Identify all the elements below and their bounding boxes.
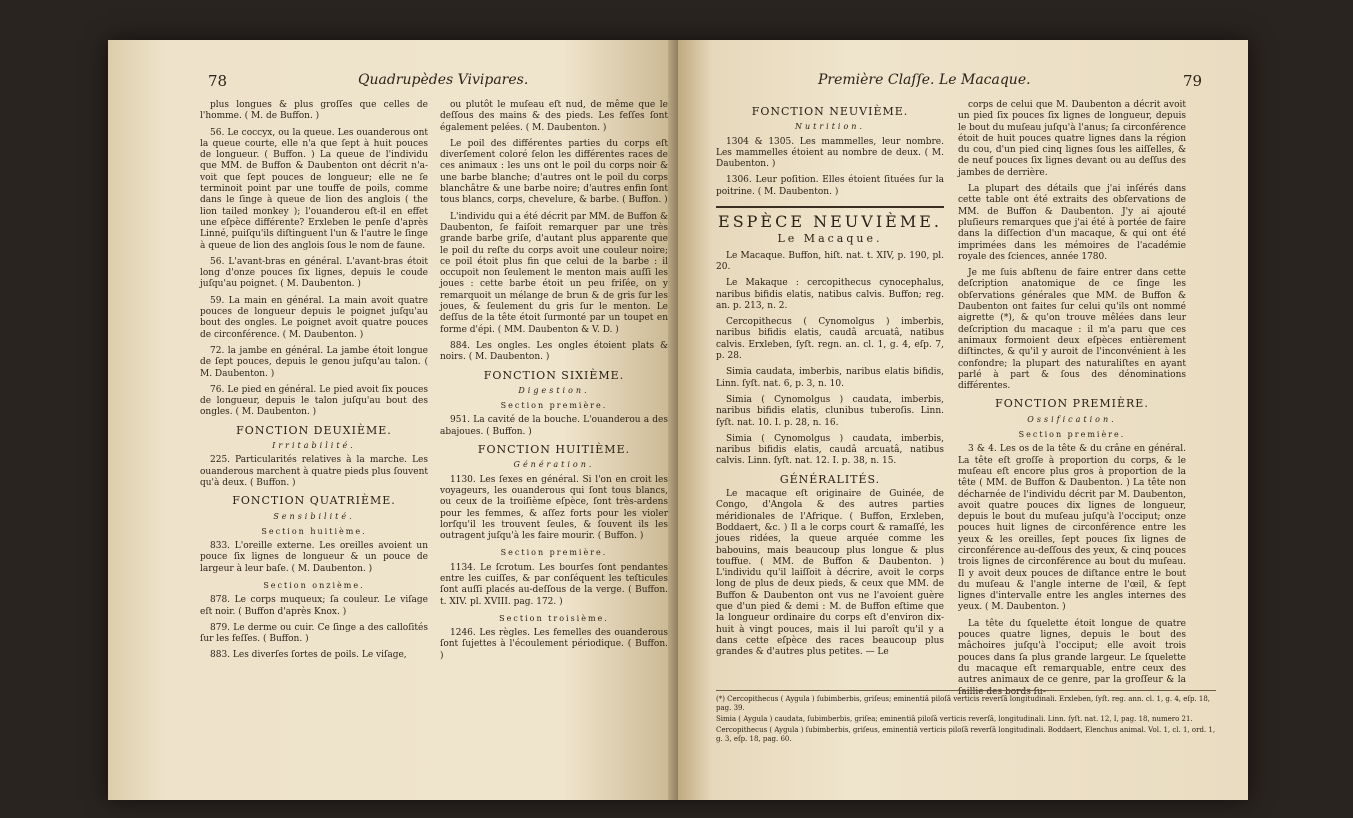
left-column-2	[440, 100, 668, 667]
paragraph: 225. Particularités relatives à la marche. Les ouanderous marchent à quatre pieds plus ſouvent qu'à deux. ( Buffon. )	[200, 455, 428, 488]
section-heading: FONCTION SIXIÈME.	[483, 368, 625, 382]
paragraph: Simia ( Cynomolgus ) caudata, imberbis, naribus bifidis elatis, caudâ arcuatâ, natibus calvis. Linn. ſyſt. nat. 12. I. p. 38, n. 15.	[716, 433, 944, 467]
section-label: Section onzième.	[263, 580, 365, 590]
paragraph: 884. Les ongles. Les ongles étoient plats & noirs. ( M. Daubenton. )	[440, 340, 668, 363]
paragraph: corps de celui que M. Daubenton a décrit avoit un pied ſix pouces ſix lignes de longueur, depuis le bout du muſeau juſqu'à l'anus; ſa circonférence étoit de huit pouces quatre lignes dans la région du cou, d'un pied cinq lignes ſous les aiſſelles, & de neuf pouces ſix lignes devant ou au deſſus des jambes de derrière.	[958, 100, 1186, 178]
subheading: Nutrition.	[794, 122, 866, 132]
right-column-1	[716, 100, 944, 663]
page-number: 79	[1183, 72, 1203, 90]
paragraph: 3 & 4. Les os de la tête & du crâne en général. La tête eſt groſſe à proportion du corps, & le muſeau eſt encore plus gros à proportion de la tête ( MM. de Buffon & Daubenton. ) La tête non décharnée de l'individu décrit par M. Daubenton, avoit quatre pouces dix lignes de longueur, depuis le bout du muſeau juſqu'à l'occiput; onze pouces huit lignes de circonférence entre les yeux & les oreilles, ſept pouces ſix lignes de circonférence au-deſſous des yeux, & cinq pouces trois lignes de circonférence au bout du muſeau. Il y avoit deux pouces de diſtance entre le bout du muſeau & l'angle interne de l'œil, & ſept lignes d'intervalle entre les angles internes des yeux. ( M. Daubenton. )	[958, 444, 1186, 613]
right-column-2	[958, 100, 1186, 703]
paragraph: Je me ſuis abſtenu de faire entrer dans cette deſcription anatomique de ce ſinge les obſervations générales que MM. de Buffon & Daubenton ont faites ſur celui qu'ils ont nommé aigrette (*), & qu'on trouve mêlées dans leur deſcription du macaque : il m'a paru que ces animaux formoient deux eſpèces entièrement diſtinctes, & qu'il y auroit de l'inconvénient à les confondre; la plupart des naturaliſtes en ayant parlé à part & ſous des dénominations différentes.	[958, 268, 1186, 392]
paragraph: 1130. Les ſexes en général. Si l'on en croit les voyageurs, les ouanderous qui ſont tous blancs, ou ceux de la troiſième eſpèce, ſont très-ardens pour les femmes, & aſſez forts pour les violer lorſqu'il les trouvent ſeules, & ſouvent ils les outragent juſqu'à les faire mourir. ( Buffon. )	[440, 474, 668, 542]
subheading: Ossification.	[1027, 414, 1117, 424]
paragraph: 833. L'oreille externe. Les oreilles avoient un pouce ſix lignes de longueur & un pouce de largeur à leur baſe. ( M. Daubenton. )	[200, 541, 428, 574]
section-label: Section troisième.	[499, 613, 609, 623]
paragraph: 59. La main en général. La main avoit quatre pouces de longueur depuis le poignet juſqu'au bout des ongles. Le poignet avoit quatre pouces de circonférence. ( M. Daubenton. )	[200, 295, 428, 340]
paragraph: 72. la jambe en général. La jambe étoit longue de ſept pouces, depuis le genou juſqu'au talon. ( M. Daubenton. )	[200, 345, 428, 379]
left-page	[108, 40, 678, 800]
paragraph: 879. Le derme ou cuir. Ce ſinge a des calloſités ſur les feſſes. ( Buffon. )	[200, 622, 428, 645]
section-heading: FONCTION DEUXIÈME.	[236, 423, 392, 437]
paragraph: Le poil des différentes parties du corps eſt diverſement coloré ſelon les différentes races de ces animaux : les uns ont le poil du corps noir & une barbe blanche; d'autres ont le poil du corps blanchâtre & une barbe noire; d'autres enfin ſont tous blancs, corps, chevelure, & barbe. ( Buffon. )	[440, 138, 668, 206]
section-heading: FONCTION QUATRIÈME.	[232, 494, 396, 508]
paragraph: 1304 & 1305. Les mammelles, leur nombre. Les mammelles étoient au nombre de deux. ( M. Daubenton. )	[716, 136, 944, 170]
running-head: Première Claſſe. Le Macaque.	[818, 72, 1031, 88]
footnote: Cercopithecus ( Aygula ) ſubimberbis, griſeus, eminentiâ verticis piloſâ reverſâ longitudinali. Boddaert, Elenchus animal. Vol. 1, cl. 1, ord. 1, g. 3, eſp. 18, pag. 60.	[716, 726, 1216, 743]
paragraph: 1246. Les règles. Les femelles des ouanderous ſont ſujettes à l'écoulement périodique. ( Buffon. )	[440, 628, 668, 661]
open-book	[108, 40, 1248, 800]
paragraph: 883. Les diverſes ſortes de poils. Le viſage,	[210, 650, 407, 661]
section-heading: GÉNÉRALITÉS.	[779, 472, 881, 486]
paragraph: plus longues & plus groſſes que celles de l'homme. ( M. de Buffon. )	[200, 100, 428, 122]
section-label: Section huitième.	[261, 526, 367, 536]
subheading: Génération.	[513, 460, 595, 470]
footnotes	[716, 690, 1216, 746]
footnote: (*) Cercopithecus ( Aygula ) ſubimberbis, griſeus; eminentiâ piloſâ verticis reverſâ longitudinali. Erxleben, ſyſt. reg. ann. cl. 1, g. 4, eſp. 18, pag. 39.	[716, 695, 1211, 712]
paragraph: 951. La cavité de la bouche. L'ouanderou a des abajoues. ( Buffon. )	[440, 415, 668, 437]
page-number: 78	[208, 72, 228, 90]
paragraph: 56. Le coccyx, ou la queue. Les ouanderous ont la queue courte, elle n'a que ſept à huit pouces de longueur. ( Buffon. ) La queue de l'individu que MM. de Buffon & Daubenton ont décrit n'a-voit que ſept pouces de longueur; elle ne ſe terminoit point par une touffe de poils, comme dans le ſinge à queue de lion des anglois ( the lion tailed monkey ); l'ouanderou eſt-il en effet une eſpèce différente? Erxleben le penſe d'après Linné, puiſqu'ils diſtinguent l'un & l'autre le ſinge à queue de lion des anglois ſous le nom de faune.	[200, 127, 428, 251]
subheading: Digestion.	[518, 385, 590, 395]
section-label: Section première.	[500, 548, 608, 558]
section-heading: FONCTION PREMIÈRE.	[995, 397, 1149, 411]
paragraph: L'individu qui a été décrit par MM. de Buffon & Daubenton, ſe faiſoit remarquer par une très grande barbe griſe, d'autant plus apparente que le poil du reſte du corps avoit une couleur noire; ce poil étoit plus fin que celui de la barbe : il occupoit non ſeulement le menton mais auſſi les joues : cette barbe étoit un peu friſée, on y remarquoit un mélange de brun & de gris ſur les joues, & ſeulement du gris ſur le menton. Le deſſus de la tête étoit ſurmonté par un toupet en forme d'épi. ( MM. Daubenton & V. D. )	[440, 211, 668, 335]
section-label: Section première.	[1018, 430, 1126, 440]
subheading: Sensibilité.	[273, 511, 355, 521]
running-head: Quadrupèdes Vivipares.	[358, 72, 529, 88]
paragraph: 1306. Leur poſition. Elles étoient ſituées ſur la poitrine. ( M. Daubenton. )	[716, 175, 944, 197]
paragraph: Le macaque eſt originaire de Guinée, de Congo, d'Angola & des autres parties méridionales de l'Afrique. ( Buffon, Erxleben, Boddaert, &c. ) Il a le corps court & ramaſſé, les joues ridées, la queue arquée comme les babouins, mais beaucoup plus longue & plus touffue. ( MM. de Buffon & Daubenton. ) L'individu qu'il laiſſoit à décrire, avoit le corps long de plus de deux pieds, & ceux que MM. de Buffon & Daubenton ont vus ne l'avoient guère que d'un pied & demi : M. de Buffon eſtime que la longueur ordinaire du corps eſt d'environ dix-huit à vingt pouces, mais il lui paroît qu'il y a dans cette eſpèce des races beaucoup plus grandes & d'autres plus petites. — Le	[716, 489, 944, 658]
paragraph: La tête du ſquelette étoit longue de quatre pouces quatre lignes, depuis le bout des mâchoires juſqu'à l'occiput; elle avoit trois pouces dans ſa plus grande largeur. Le ſquelette du macaque eſt remarquable, entre ceux des autres animaux de ce genre, par la groſſeur & la ſaillie des bords ſu-	[958, 618, 1186, 697]
footnote: Simia ( Aygula ) caudata, ſubimberbis, griſea; eminentiâ piloſâ verticis reverſâ, longitudinali. Linn. ſyſt. nat. 12, I, pag. 18, numero 21.	[716, 715, 1193, 723]
right-page	[678, 40, 1248, 800]
section-heading: FONCTION NEUVIÈME.	[751, 105, 909, 118]
paragraph: 1134. Le ſcrotum. Les bourſes ſont pendantes entre les cuiſſes, & par conſéquent les teſticules ſont auſſi placés au-deſſous de la verge. ( Buffon. t. XIV. pl. XVIII. pag. 172. )	[440, 562, 668, 607]
subheading: Irritabilité.	[272, 441, 356, 451]
paragraph: 76. Le pied en général. Le pied avoit ſix pouces de longueur, depuis le talon juſqu'au bout des ongles. ( M. Daubenton. )	[200, 384, 428, 418]
paragraph: Cercopithecus ( Cynomolgus ) imberbis, naribus bifidis elatis, caudâ arcuatâ, natibus calvis. Erxleben, ſyſt. regn. an. cl. 1, g. 4, eſp. 7, p. 28.	[716, 317, 944, 362]
left-column-1	[200, 100, 428, 667]
paragraph: 878. Le corps muqueux; ſa couleur. Le viſage eſt noir. ( Buffon d'après Knox. )	[200, 595, 428, 617]
section-heading: FONCTION HUITIÈME.	[477, 443, 631, 457]
paragraph: La plupart des détails que j'ai inſérés dans cette table ont été extraits des obſervations de MM. de Buffon & Daubenton. J'y ai ajouté pluſieurs remarques que j'ai été à portée de faire dans la diſſection d'un macaque, & qui ont été imprimées dans les mémoires de l'académie royale des ſciences, année 1780.	[958, 184, 1186, 262]
paragraph: 56. L'avant-bras en général. L'avant-bras étoit long d'onze pouces ſix lignes, depuis le coude juſqu'au poignet. ( M. Daubenton. )	[200, 256, 428, 290]
paragraph: Simia ( Cynomolgus ) caudata, imberbis, naribus bifidis elatis, clunibus tuberoſis. Linn. ſyſt. nat. 10. I. p. 28, n. 16.	[716, 394, 944, 428]
species-heading: ESPÈCE NEUVIÈME.	[716, 206, 944, 227]
section-label: Section première.	[500, 401, 608, 411]
species-name: Le Macaque.	[777, 232, 883, 246]
paragraph: Le Makaque : cercopithecus cynocephalus, naribus bifidis elatis, natibus calvis. Buffon; reg. an. p. 213, n. 2.	[716, 278, 944, 311]
paragraph: ou plutôt le muſeau eſt nud, de même que le deſſous des mains & des pieds. Les feſſes ſont également pelées. ( M. Daubenton. )	[440, 100, 668, 133]
paragraph: Le Macaque. Buffon, hiſt. nat. t. XIV, p. 190, pl. 20.	[716, 250, 944, 272]
paragraph: Simia caudata, imberbis, naribus elatis bifidis, Linn. ſyſt. nat. 6, p. 3, n. 10.	[716, 367, 944, 389]
